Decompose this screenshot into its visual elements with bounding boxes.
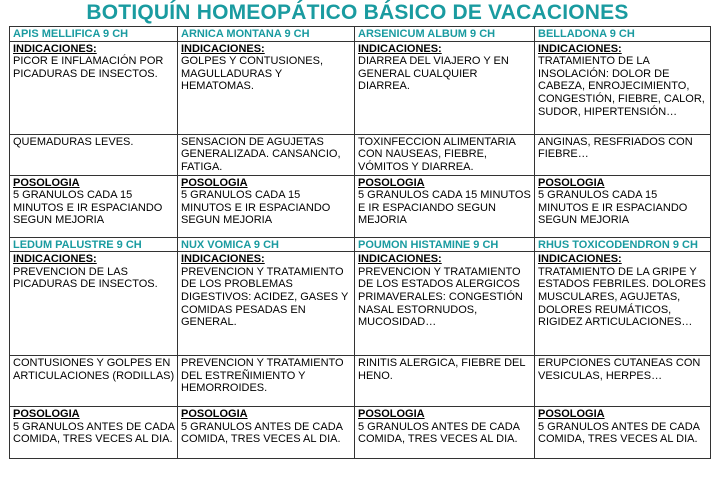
- header-row: [10, 237, 711, 252]
- indications-cell: [355, 41, 535, 134]
- indications-text: TRATAMIENTO DE LA INSOLACIÓN: DOLOR DE CABEZA, ENROJECIMIENTO, CONGESTIÓN, FIEBRE, CALOR, SUDOR, HIPERTENSIÓN…: [538, 55, 705, 118]
- dosage-row: [10, 175, 711, 237]
- dosage-cell: [10, 407, 178, 459]
- header-row: [10, 27, 711, 42]
- dosage-cell: [355, 175, 535, 237]
- dosage-label: POSOLOGIA: [538, 176, 605, 189]
- dosage-text: 5 GRANULOS ANTES DE CADA COMIDA, TRES VECES AL DIA.: [538, 420, 700, 446]
- dosage-row: [10, 407, 711, 459]
- extra-indications-cell: ANGINAS, RESFRIADOS CON FIEBRE…: [535, 134, 711, 175]
- dosage-text: 5 GRANULOS CADA 15 MINUTOS E IR ESPACIANDO SEGUN MEJORIA: [538, 189, 688, 227]
- indications-row: [10, 41, 711, 134]
- page-title: BOTIQUÍN HOMEOPÁTICO BÁSICO DE VACACIONES: [86, 1, 629, 24]
- dosage-text: 5 GRANULOS ANTES DE CADA COMIDA, TRES VECES AL DIA.: [358, 420, 520, 446]
- indications-label: INDICACIONES:: [13, 42, 97, 55]
- dosage-cell: [535, 407, 711, 459]
- remedy-name: ARSENICUM ALBUM 9 CH: [355, 27, 535, 42]
- indications-cell: [535, 41, 711, 134]
- dosage-label: POSOLOGIA: [181, 408, 248, 421]
- indications-label: INDICACIONES:: [13, 253, 97, 266]
- indications-cell: [178, 252, 355, 356]
- extra-indications-row: [10, 356, 711, 407]
- indications-cell: [535, 252, 711, 356]
- extra-indications-cell: TOXINFECCION ALIMENTARIA CON NAUSEAS, FIEBRE, VÓMITOS Y DIARREA.: [355, 134, 535, 175]
- dosage-cell: [178, 407, 355, 459]
- indications-text: PREVENCION DE LAS PICADURAS DE INSECTOS.: [13, 265, 158, 291]
- indications-label: INDICACIONES:: [181, 253, 265, 266]
- indications-cell: [10, 252, 178, 356]
- remedy-name: LEDUM PALUSTRE 9 CH: [10, 237, 178, 252]
- indications-text: PREVENCION Y TRATAMIENTO DE LOS PROBLEMAS DIGESTIVOS: ACIDEZ, GASES Y COMIDAS PESADAS EN GENERAL.: [181, 265, 349, 329]
- extra-indications-cell: RINITIS ALERGICA, FIEBRE DEL HENO.: [355, 356, 535, 407]
- dosage-text: 5 GRANULOS CADA 15 MINUTOS E IR ESPACIANDO SEGUN MEJORIA: [358, 189, 531, 227]
- dosage-cell: [178, 175, 355, 237]
- remedy-name: NUX VOMICA 9 CH: [178, 237, 355, 252]
- extra-indications-cell: SENSACION DE AGUJETAS GENERALIZADA. CANSANCIO, FATIGA.: [178, 134, 355, 175]
- remedy-name: POUMON HISTAMINE 9 CH: [355, 237, 535, 252]
- remedy-name: APIS MELLIFICA 9 CH: [10, 27, 178, 42]
- remedy-name: ARNICA MONTANA 9 CH: [178, 27, 355, 42]
- indications-label: INDICACIONES:: [538, 253, 622, 266]
- extra-indications-cell: QUEMADURAS LEVES.: [10, 134, 178, 175]
- remedy-name: BELLADONA 9 CH: [535, 27, 711, 42]
- indications-label: INDICACIONES:: [358, 253, 442, 266]
- indications-text: GOLPES Y CONTUSIONES, MAGULLADURAS Y HEMATOMAS.: [181, 55, 324, 93]
- extra-indications-cell: PREVENCION Y TRATAMIENTO DEL ESTREÑIMIENTO Y HEMORROIDES.: [178, 356, 355, 407]
- indications-label: INDICACIONES:: [538, 42, 622, 55]
- dosage-label: POSOLOGIA: [181, 176, 248, 189]
- indications-text: PREVENCION Y TRATAMIENTO DE LOS ESTADOS ALERGICOS PRIMAVERALES: CONGESTIÓN NASAL ESTORNUDOS, MUCOSIDAD…: [358, 265, 523, 329]
- dosage-text: 5 GRANULOS ANTES DE CADA COMIDA, TRES VECES AL DIA.: [181, 420, 343, 446]
- dosage-text: 5 GRANULOS CADA 15 MINUTOS E IR ESPACIANDO SEGUN MEJORIA: [13, 189, 163, 227]
- extra-indications-row: [10, 134, 711, 175]
- indications-label: INDICACIONES:: [181, 42, 265, 55]
- dosage-cell: [10, 175, 178, 237]
- indications-label: INDICACIONES:: [358, 42, 442, 55]
- indications-text: PICOR E INFLAMACIÓN POR PICADURAS DE INSECTOS.: [13, 55, 164, 80]
- dosage-cell: [535, 175, 711, 237]
- remedy-name: RHUS TOXICODENDRON 9 CH: [535, 237, 711, 252]
- dosage-cell: [355, 407, 535, 459]
- indications-cell: [178, 41, 355, 134]
- dosage-label: POSOLOGIA: [358, 408, 425, 421]
- remedies-table: [9, 26, 711, 459]
- dosage-label: POSOLOGIA: [358, 176, 425, 189]
- indications-row: [10, 252, 711, 356]
- indications-cell: [355, 252, 535, 356]
- dosage-label: POSOLOGIA: [13, 408, 80, 421]
- extra-indications-cell: CONTUSIONES Y GOLPES EN ARTICULACIONES (RODILLAS): [10, 356, 178, 407]
- extra-indications-cell: ERUPCIONES CUTANEAS CON VESICULAS, HERPES…: [535, 356, 711, 407]
- dosage-label: POSOLOGIA: [13, 176, 80, 189]
- dosage-text: 5 GRANULOS CADA 15 MINUTOS E IR ESPACIANDO SEGUN MEJORIA: [181, 189, 331, 227]
- dosage-label: POSOLOGIA: [538, 408, 605, 421]
- dosage-text: 5 GRANULOS ANTES DE CADA COMIDA, TRES VECES AL DIA.: [13, 420, 175, 446]
- indications-cell: [10, 41, 178, 134]
- indications-text: DIARREA DEL VIAJERO Y EN GENERAL CUALQUIER DIARREA.: [358, 55, 509, 93]
- indications-text: TRATAMIENTO DE LA GRIPE Y ESTADOS FEBRILES. DOLORES MUSCULARES, AGUJETAS, DOLORES REUMÁTICOS, RIGIDEZ ARTICULACIONES…: [538, 265, 706, 329]
